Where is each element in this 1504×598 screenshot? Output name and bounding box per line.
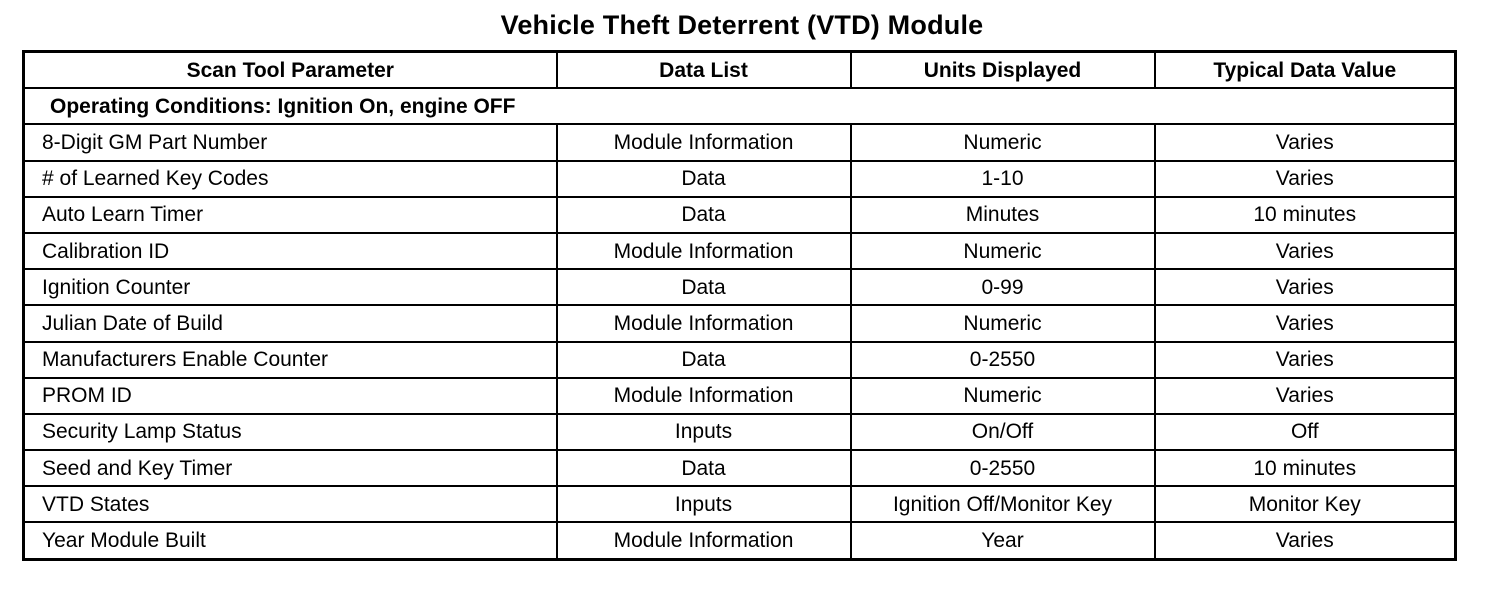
typical-value-cell: Varies: [1155, 522, 1456, 559]
data-list-cell: Data: [557, 342, 851, 378]
table-row: [24, 233, 1456, 269]
typical-value-cell: Varies: [1155, 378, 1456, 414]
parameter-cell: Manufacturers Enable Counter: [24, 342, 557, 378]
parameter-cell: Security Lamp Status: [24, 414, 557, 450]
data-list-cell: Data: [557, 197, 851, 233]
data-list-cell: Module Information: [557, 124, 851, 160]
operating-conditions-row: [24, 88, 1456, 124]
typical-value-cell: 10 minutes: [1155, 450, 1456, 486]
data-list-cell: Module Information: [557, 378, 851, 414]
data-list-cell: Inputs: [557, 486, 851, 522]
table-row: [24, 450, 1456, 486]
table-row: [24, 269, 1456, 305]
typical-value-cell: Varies: [1155, 124, 1456, 160]
data-list-cell: Module Information: [557, 233, 851, 269]
header-units-displayed: Units Displayed: [851, 52, 1155, 89]
vtd-data-table: [22, 50, 1457, 561]
parameter-cell: Seed and Key Timer: [24, 450, 557, 486]
parameter-cell: 8-Digit GM Part Number: [24, 124, 557, 160]
units-cell: 0-99: [851, 269, 1155, 305]
units-cell: On/Off: [851, 414, 1155, 450]
units-cell: 0-2550: [851, 450, 1155, 486]
units-cell: 0-2550: [851, 342, 1155, 378]
page-title: Vehicle Theft Deterrent (VTD) Module: [500, 10, 984, 40]
data-list-cell: Module Information: [557, 305, 851, 341]
parameter-cell: PROM ID: [24, 378, 557, 414]
header-row: [24, 52, 1456, 89]
header-data-list: Data List: [557, 52, 851, 89]
operating-conditions: Operating Conditions: Ignition On, engine OFF: [24, 88, 1456, 124]
data-list-cell: Data: [557, 161, 851, 197]
header-typical-data-value: Typical Data Value: [1155, 52, 1456, 89]
parameter-cell: Ignition Counter: [24, 269, 557, 305]
typical-value-cell: Varies: [1155, 305, 1456, 341]
units-cell: Year: [851, 522, 1155, 559]
typical-value-cell: Varies: [1155, 342, 1456, 378]
typical-value-cell: Varies: [1155, 269, 1456, 305]
typical-value-cell: Varies: [1155, 233, 1456, 269]
units-cell: Minutes: [851, 197, 1155, 233]
table-row: [24, 305, 1456, 341]
typical-value-cell: 10 minutes: [1155, 197, 1456, 233]
typical-value-cell: Varies: [1155, 161, 1456, 197]
table-row: [24, 342, 1456, 378]
parameter-cell: Julian Date of Build: [24, 305, 557, 341]
units-cell: 1-10: [851, 161, 1155, 197]
data-list-cell: Data: [557, 450, 851, 486]
data-list-cell: Data: [557, 269, 851, 305]
table-row: [24, 414, 1456, 450]
units-cell: Numeric: [851, 378, 1155, 414]
parameter-cell: Year Module Built: [24, 522, 557, 559]
table-row: [24, 378, 1456, 414]
parameter-cell: Auto Learn Timer: [24, 197, 557, 233]
data-list-cell: Module Information: [557, 522, 851, 559]
header-scan-tool-parameter: Scan Tool Parameter: [24, 52, 557, 89]
typical-value-cell: Monitor Key: [1155, 486, 1456, 522]
parameter-cell: # of Learned Key Codes: [24, 161, 557, 197]
table-row: [24, 124, 1456, 160]
units-cell: Numeric: [851, 305, 1155, 341]
data-list-cell: Inputs: [557, 414, 851, 450]
table-row: [24, 197, 1456, 233]
units-cell: Ignition Off/Monitor Key: [851, 486, 1155, 522]
units-cell: Numeric: [851, 124, 1155, 160]
table-row: [24, 161, 1456, 197]
table-row: [24, 486, 1456, 522]
parameter-cell: Calibration ID: [24, 233, 557, 269]
table-row: [24, 522, 1456, 559]
units-cell: Numeric: [851, 233, 1155, 269]
typical-value-cell: Off: [1155, 414, 1456, 450]
parameter-cell: VTD States: [24, 486, 557, 522]
